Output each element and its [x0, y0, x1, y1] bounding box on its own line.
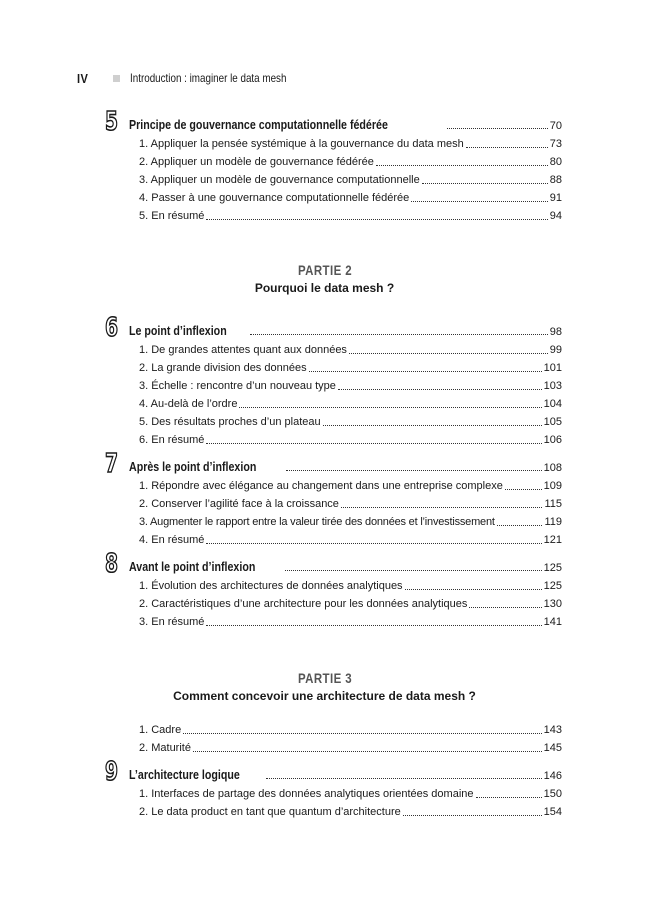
- chapter-number: 5: [105, 107, 119, 137]
- page-reference: 143: [543, 724, 562, 736]
- toc-entry[interactable]: [139, 413, 562, 429]
- toc-entry[interactable]: [139, 613, 562, 629]
- page-reference: 103: [543, 380, 562, 392]
- chapter-title-line: [129, 767, 562, 784]
- page-reference: 154: [543, 806, 562, 818]
- entry-label: 3. Échelle : rencontre d’un nouveau type: [139, 380, 336, 392]
- toc-entry[interactable]: [139, 595, 562, 611]
- dot-leader: [286, 469, 541, 471]
- page-reference: 125: [543, 580, 562, 592]
- header-square-marker: [113, 75, 120, 82]
- page-reference: 98: [549, 326, 562, 338]
- dot-leader: [338, 388, 542, 390]
- page-reference: 104: [543, 398, 562, 410]
- toc-entry[interactable]: [139, 531, 562, 547]
- chapter-title: Après le point d’inflexion: [129, 459, 257, 474]
- entry-label: 1. Évolution des architectures de données analytiques: [139, 580, 403, 592]
- entry-label: 2. Caractéristiques d’une architecture pour les données analytiques: [139, 598, 468, 610]
- toc-entry[interactable]: [139, 577, 562, 593]
- dot-leader: [497, 524, 543, 526]
- page-reference: 121: [543, 534, 562, 546]
- toc-entry[interactable]: [139, 431, 562, 447]
- page-reference: 101: [543, 362, 562, 374]
- toc-entry[interactable]: [139, 495, 562, 511]
- dot-leader: [422, 182, 548, 184]
- dot-leader: [349, 352, 548, 354]
- toc-entry[interactable]: [139, 803, 562, 819]
- entry-label: 1. Répondre avec élégance au changement dans une entreprise complexe: [139, 480, 503, 492]
- page-reference: 106: [543, 434, 562, 446]
- chapter-number: 8: [105, 549, 119, 579]
- chapter-8-heading[interactable]: [105, 549, 562, 579]
- dot-leader: [309, 370, 542, 372]
- entry-label: 1. Cadre: [139, 724, 182, 736]
- dot-leader: [323, 424, 542, 426]
- entry-label: 5. Des résultats proches d’un plateau: [139, 416, 321, 428]
- page-reference: 91: [549, 192, 562, 204]
- dot-leader: [206, 442, 541, 444]
- page-reference: 80: [549, 156, 562, 168]
- chapter-title-line: [129, 459, 562, 476]
- chapter-title: L’architecture logique: [129, 767, 240, 782]
- dot-leader: [206, 218, 547, 220]
- entry-label: 1. Appliquer la pensée systémique à la gouvernance du data mesh: [139, 138, 464, 150]
- entry-label: 2. Conserver l’agilité face à la croissance: [139, 498, 339, 510]
- toc-entry[interactable]: [139, 189, 562, 205]
- page-reference: 141: [543, 616, 562, 628]
- dot-leader: [411, 200, 547, 202]
- chapter-title: Le point d’inflexion: [129, 323, 227, 338]
- page-reference: 94: [549, 210, 562, 222]
- dot-leader: [469, 606, 541, 608]
- entry-label: 1. De grandes attentes quant aux données: [139, 344, 347, 356]
- entry-label: 6. En résumé: [139, 434, 205, 446]
- chapter-5-heading[interactable]: [105, 107, 562, 137]
- part-3-title: Comment concevoir une architecture de data mesh ?: [173, 689, 476, 703]
- toc-entry[interactable]: [139, 359, 562, 375]
- page-reference: 88: [549, 174, 562, 186]
- part-3-label: [0, 670, 649, 686]
- part-2-label: [0, 262, 649, 278]
- entry-label: 3. Augmenter le rapport entre la valeur tirée des données et l’investissement: [139, 516, 495, 528]
- dot-leader: [266, 777, 542, 779]
- page-reference: 150: [543, 788, 562, 800]
- running-header: [77, 71, 321, 85]
- toc-entry[interactable]: [139, 377, 562, 393]
- toc-entry[interactable]: [139, 739, 562, 755]
- page-reference: 146: [543, 770, 562, 782]
- dot-leader: [341, 506, 543, 508]
- dot-leader: [193, 750, 542, 752]
- dot-leader: [476, 796, 542, 798]
- chapter-number: 9: [105, 757, 119, 787]
- chapter-title-line: [129, 323, 562, 340]
- toc-entry[interactable]: [139, 477, 562, 493]
- entry-label: 1. Interfaces de partage des données analytiques orientées domaine: [139, 788, 474, 800]
- dot-leader: [466, 146, 548, 148]
- entry-label: 2. Le data product en tant que quantum d’architecture: [139, 806, 401, 818]
- chapter-number: 7: [105, 449, 119, 479]
- chapter-title-line: [129, 559, 562, 576]
- toc-entry[interactable]: [139, 153, 562, 169]
- dot-leader: [239, 406, 541, 408]
- toc-entry[interactable]: [139, 207, 562, 223]
- chapter-9-heading[interactable]: [105, 757, 562, 787]
- dot-leader: [250, 333, 548, 335]
- toc-entry[interactable]: [139, 785, 562, 801]
- part-label-text: PARTIE 3: [297, 670, 352, 686]
- page-reference: 130: [543, 598, 562, 610]
- dot-leader: [285, 569, 542, 571]
- entry-label: 5. En résumé: [139, 210, 205, 222]
- chapter-title: Avant le point d’inflexion: [129, 559, 256, 574]
- page-reference: 105: [543, 416, 562, 428]
- dot-leader: [376, 164, 548, 166]
- toc-entry[interactable]: [139, 513, 562, 529]
- chapter-title: Principe de gouvernance computationnelle fédérée: [129, 117, 388, 132]
- entry-label: 2. Appliquer un modèle de gouvernance fédérée: [139, 156, 374, 168]
- page-reference: 70: [549, 120, 562, 132]
- page-reference: 145: [543, 742, 562, 754]
- entry-label: 3. En résumé: [139, 616, 205, 628]
- page-reference: 108: [543, 462, 562, 474]
- entry-label: 4. Au-delà de l’ordre: [139, 398, 238, 410]
- toc-entry[interactable]: [139, 135, 562, 151]
- toc-entry[interactable]: [139, 171, 562, 187]
- entry-label: 2. Maturité: [139, 742, 191, 754]
- toc-entry[interactable]: [139, 395, 562, 411]
- dot-leader: [447, 127, 548, 129]
- chapter-7-heading[interactable]: [105, 449, 562, 479]
- page-reference: 115: [544, 498, 562, 510]
- dot-leader: [183, 732, 541, 734]
- page-reference: 119: [544, 516, 562, 528]
- entry-label: 4. En résumé: [139, 534, 205, 546]
- part-label-text: PARTIE 2: [297, 262, 352, 278]
- page-reference: 125: [543, 562, 562, 574]
- chapter-6-heading[interactable]: [105, 313, 562, 343]
- dot-leader: [405, 588, 542, 590]
- page-reference: 99: [549, 344, 562, 356]
- running-header-title: Introduction : imaginer le data mesh: [130, 71, 287, 85]
- chapter-number: 6: [105, 313, 119, 343]
- entry-label: 3. Appliquer un modèle de gouvernance computationnelle: [139, 174, 420, 186]
- dot-leader: [505, 488, 542, 490]
- dot-leader: [403, 814, 542, 816]
- page-reference: 73: [549, 138, 562, 150]
- entry-label: 4. Passer à une gouvernance computationnelle fédérée: [139, 192, 410, 204]
- entry-label: 2. La grande division des données: [139, 362, 307, 374]
- part-2-title: Pourquoi le data mesh ?: [254, 281, 395, 295]
- page-reference: 109: [543, 480, 562, 492]
- chapter-title-line: [129, 117, 562, 134]
- toc-entry[interactable]: [139, 341, 562, 357]
- page-number: IV: [77, 70, 89, 86]
- dot-leader: [206, 542, 541, 544]
- toc-entry[interactable]: [139, 721, 562, 737]
- dot-leader: [206, 624, 541, 626]
